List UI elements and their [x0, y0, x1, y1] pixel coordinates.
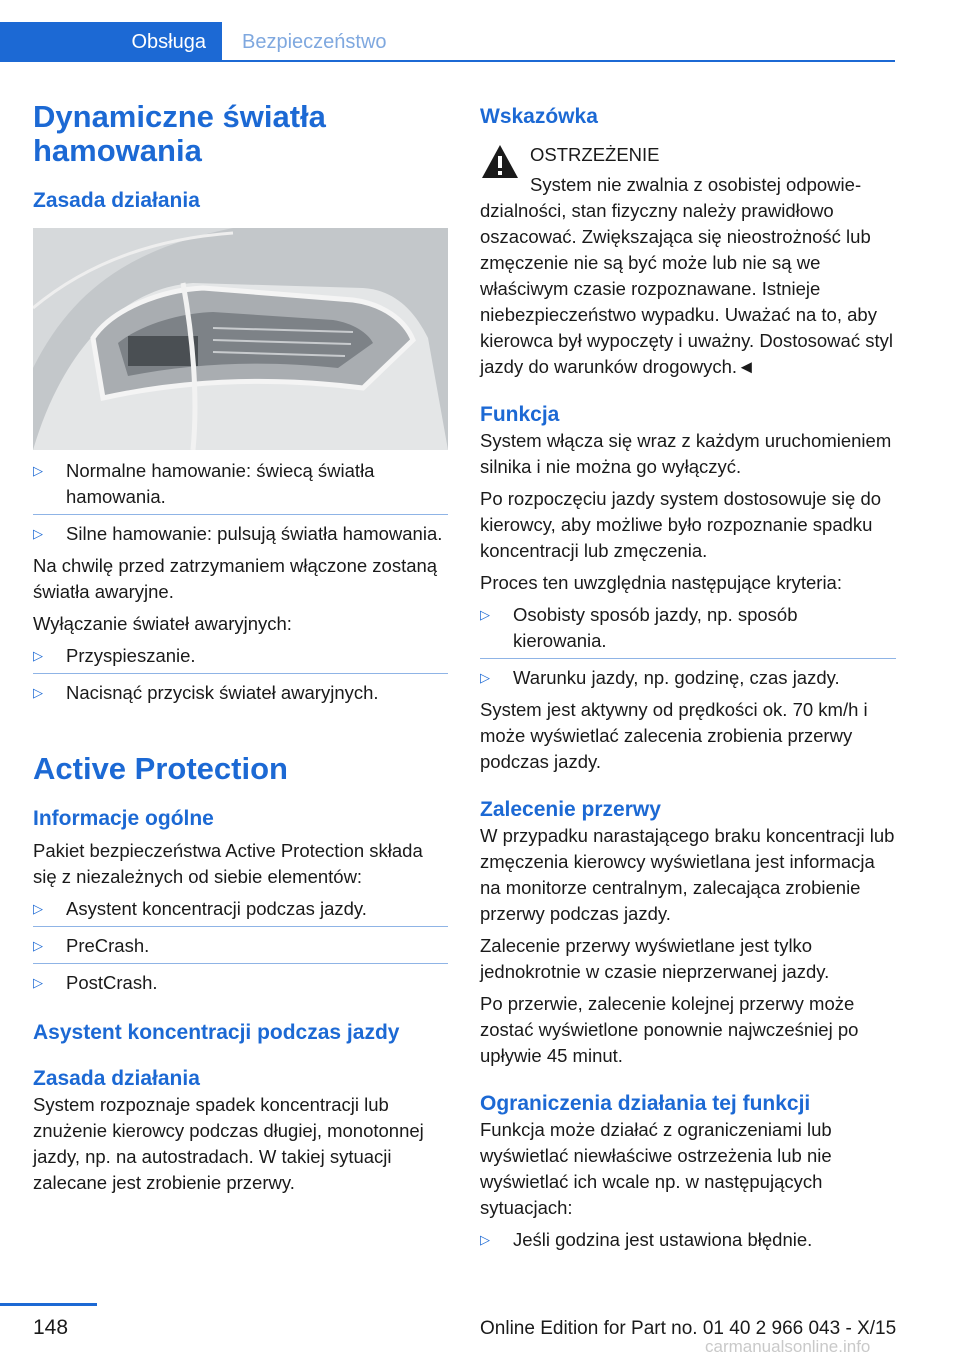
- paragraph: W przypadku narastającego braku koncentracji lub zmęczenia kierowcy wyświetlana jest informacja na monitorze centralnym, zalecająca zrobienie przerwy podczas jazdy.: [480, 825, 895, 924]
- divider: [33, 963, 448, 964]
- subtitle-asystent: Asystent koncentracji podczas jazdy: [33, 1021, 400, 1044]
- subtitle-funkcja: Funkcja: [480, 403, 560, 426]
- triangle-bullet-icon: ▷: [33, 975, 43, 990]
- divider: [33, 514, 448, 515]
- divider: [33, 926, 448, 927]
- triangle-bullet-icon: ▷: [480, 670, 490, 685]
- triangle-bullet-icon: ▷: [33, 901, 43, 916]
- bullet-list-criteria: [480, 602, 896, 691]
- paragraph: Funkcja może działać z ograniczeniami lub wyświetlać niewłaściwe ostrzeżenia lub nie wyświetlać ich wcale np. w następujących sytuacjach:: [480, 1119, 832, 1218]
- triangle-bullet-icon: ▷: [33, 938, 43, 953]
- paragraph: Zalecenie przerwy wyświetlane jest tylko jednokrotnie w czasie nieprzerwanej jazdy.: [480, 935, 830, 982]
- edition-note: Online Edition for Part no. 01 40 2 966 043 - X/15: [480, 1318, 897, 1339]
- list-item: ▷ Przyspieszanie.: [33, 643, 448, 669]
- bullet-list-elements: [33, 896, 448, 996]
- bullet-list-brake: [33, 458, 448, 547]
- header-tabs: [0, 22, 895, 62]
- divider: [480, 658, 896, 659]
- paragraph: Pakiet bezpieczeństwa Active Protection składa się z niezależnych od siebie elementów:: [33, 840, 423, 887]
- section-title-active-protection: Active Protection: [33, 751, 288, 786]
- paragraph: Po rozpoczęciu jazdy system dostosowuje się do kierowcy, aby możliwe było rozpoznanie spadku koncentracji lub zmęczenia.: [480, 488, 882, 561]
- warning-triangle-icon: [480, 142, 520, 182]
- triangle-bullet-icon: ▷: [33, 526, 43, 541]
- hint-title: Wskazówka: [480, 105, 598, 128]
- warning-text-first: System nie zwalnia z osobistej odpowie-: [530, 174, 862, 195]
- paragraph: Wyłączanie świateł awaryjnych:: [33, 613, 292, 634]
- list-item: ▷ Warunku jazdy, np. godzinę, czas jazdy.: [480, 665, 896, 691]
- subtitle-ograniczenia: Ograniczenia działania tej funkcji: [480, 1092, 811, 1115]
- list-item: ▷ Nacisnąć przycisk świateł awaryjnych.: [33, 680, 448, 706]
- right-column: [480, 100, 896, 1253]
- tab-bezpieczenstwo[interactable]: Bezpieczeństwo: [242, 31, 387, 53]
- section-title-brake-lights: Dynamiczne światła hamowania: [33, 99, 326, 168]
- tail-light-illustration: [33, 228, 448, 450]
- paragraph: System jest aktywny od prędkości ok. 70 km/h i może wyświetlać zalecenia zrobienia przerwy podczas jazdy.: [480, 699, 868, 772]
- list-item: ▷ Osobisty sposób jazdy, np. sposób kierowania.: [480, 604, 798, 651]
- left-column: [33, 100, 448, 1196]
- triangle-bullet-icon: ▷: [33, 648, 43, 663]
- triangle-bullet-icon: ▷: [480, 607, 490, 622]
- list-item: ▷ Asystent koncentracji podczas jazdy.: [33, 896, 448, 922]
- paragraph: Po przerwie, zalecenie kolejnej przerwy może zostać wyświetlone ponownie najwcześniej po upływie 45 minut.: [480, 993, 859, 1066]
- triangle-bullet-icon: ▷: [480, 1232, 490, 1247]
- triangle-bullet-icon: ▷: [33, 685, 43, 700]
- header-rule: [0, 60, 895, 62]
- paragraph: Na chwilę przed zatrzymaniem włączone zostaną światła awaryjne.: [33, 555, 438, 602]
- list-item: ▷ PreCrash.: [33, 933, 448, 959]
- paragraph: System rozpoznaje spadek koncentracji lub znużenie kierowcy podczas długiej, monotonnej jazdy, np. na autostradach. W takiej sytuacji zalecane jest zrobienie przerwy.: [33, 1094, 424, 1193]
- warning-box: [480, 130, 896, 380]
- list-item: ▷ Normalne hamowanie: świecą światła hamowania.: [33, 460, 375, 507]
- list-item: ▷ Jeśli godzina jest ustawiona błędnie.: [480, 1227, 896, 1253]
- subtitle-zalecenie: Zalecenie przerwy: [480, 798, 661, 821]
- subtitle-zasada-2: Zasada działania: [33, 1067, 200, 1090]
- subtitle-zasada: Zasada działania: [33, 189, 200, 212]
- list-item: ▷ Silne hamowanie: pulsują światła hamowania.: [33, 521, 448, 547]
- paragraph: Proces ten uwzględnia następujące kryteria:: [480, 572, 842, 593]
- paragraph: System włącza się wraz z każdym uruchomieniem silnika i nie można go wyłączyć.: [480, 430, 892, 477]
- tail-light-image: [33, 228, 448, 450]
- tab-obsluga[interactable]: Obsługa: [0, 22, 222, 62]
- watermark: carmanualsonline.info: [705, 1337, 871, 1356]
- triangle-bullet-icon: ▷: [33, 463, 43, 478]
- page-number: 148: [33, 1316, 69, 1339]
- warning-text: dzialności, stan fizyczny należy prawidłowo oszacować. Zwiększająca się nieostrożność lub zmęczenie nie są być może lub nie są we właściwym czasie rozpoznawane. Istnieje niebezpieczeństwo wypadku. Uważać na to, aby kierowca był wypoczęty i uważny. Dostosować styl jazdy do warunków drogowych.◄: [480, 200, 893, 377]
- subtitle-informacje: Informacje ogólne: [33, 807, 214, 830]
- warning-label: OSTRZEŻENIE: [530, 144, 660, 165]
- list-item: ▷ PostCrash.: [33, 970, 448, 996]
- bullet-list-limits: [480, 1227, 896, 1253]
- bullet-list-hazard: [33, 643, 448, 706]
- footer-rule: [0, 1303, 97, 1306]
- divider: [33, 673, 448, 674]
